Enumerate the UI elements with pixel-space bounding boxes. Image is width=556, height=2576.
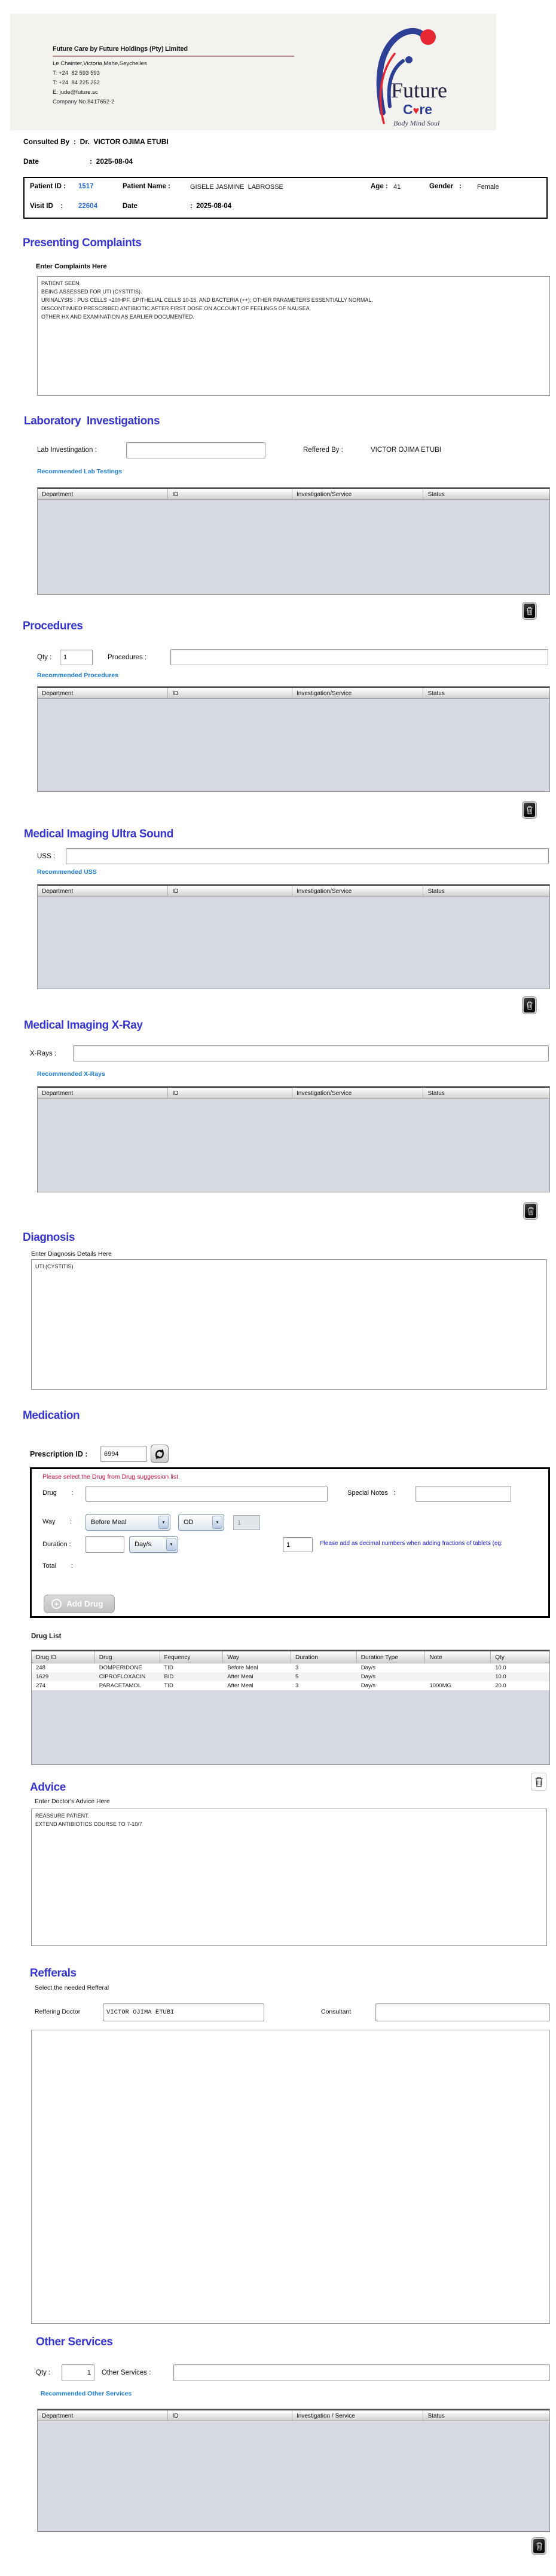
drug-row-note: 1000MG <box>429 1682 451 1689</box>
heart-icon: ♥ <box>413 105 420 117</box>
tablets-input[interactable] <box>283 1537 313 1552</box>
duration-type-select[interactable] <box>129 1536 178 1553</box>
consultant-label: Consultant <box>321 2008 352 2015</box>
trash-icon <box>527 1207 534 1216</box>
visit-id-label: Visit ID : <box>30 203 63 210</box>
drug-row-note <box>425 1672 491 1681</box>
special-notes-input[interactable] <box>416 1486 511 1502</box>
procedures-col-investigation: Investigation/Service <box>292 688 423 698</box>
total-label: Total : <box>42 1562 73 1570</box>
consultant-input[interactable] <box>375 2003 550 2021</box>
procedures-qty-input[interactable] <box>60 650 93 665</box>
lab-col-investigation: Investigation/Service <box>292 489 423 499</box>
recommended-uss-link[interactable]: Recommended USS <box>37 868 97 876</box>
drug-row-duration: 3 <box>295 1665 299 1671</box>
patient-name-value: GISELE JASMINE LABROSSE <box>190 183 283 191</box>
lab-table-header <box>38 488 549 500</box>
section-title-referrals: Refferals <box>30 1967 77 1980</box>
xray-col-id: ID <box>168 1088 292 1098</box>
drug-row-id: 1629 <box>36 1674 49 1680</box>
plus-circle-icon: + <box>51 1599 62 1609</box>
uss-input[interactable] <box>66 848 549 864</box>
section-title-other-services: Other Services <box>36 2336 113 2348</box>
drug-row-duration: 3 <box>295 1682 299 1689</box>
other-col-id: ID <box>168 2410 292 2421</box>
delete-uss-button[interactable] <box>523 997 536 1014</box>
advice-textarea[interactable] <box>31 1809 547 1946</box>
drug-list-table <box>31 1650 550 1765</box>
lab-investigation-input[interactable] <box>126 442 265 458</box>
drug-row-frequency: BID <box>164 1674 174 1680</box>
recommended-xray-link[interactable]: Recommended X-Rays <box>37 1070 105 1078</box>
drug-col-frequency: Fequency <box>160 1651 224 1663</box>
chevron-down-icon: ▼ <box>212 1516 222 1529</box>
xray-input[interactable] <box>73 1045 549 1061</box>
trash-icon <box>526 806 533 815</box>
visit-id-value: 22604 <box>78 203 97 210</box>
drug-col-duration: Duration <box>291 1651 357 1663</box>
lab-referred-label: Reffered By : <box>303 446 343 454</box>
patient-gender-value: Female <box>477 183 499 191</box>
lab-results-table <box>37 487 550 595</box>
drug-col-way: Way <box>223 1651 291 1663</box>
recommended-other-services-link[interactable]: Recommended Other Services <box>41 2390 132 2397</box>
company-name: Future Care by Future Holdings (Pty) Limited <box>53 45 188 53</box>
section-title-uss: Medical Imaging Ultra Sound <box>24 828 173 840</box>
chevron-down-icon: ▼ <box>158 1516 169 1529</box>
delete-other-services-button[interactable] <box>532 2538 546 2554</box>
drug-row-name: PARACETAMOL <box>99 1682 142 1689</box>
section-title-lab: Laboratory Investigations <box>24 415 160 427</box>
uss-col-department: Department <box>38 886 168 896</box>
recommended-procedures-link[interactable]: Recommended Procedures <box>37 672 118 679</box>
diagnosis-label: Enter Diagnosis Details Here <box>31 1250 112 1258</box>
special-notes-label: Special Notes : <box>347 1489 396 1497</box>
drug-row[interactable] <box>32 1672 549 1681</box>
drug-list-title: Drug List <box>31 1633 62 1640</box>
prescription-id-input[interactable] <box>100 1446 147 1462</box>
advice-label: Enter Doctor's Advice Here <box>35 1798 110 1805</box>
drug-col-qty: Qty <box>495 1654 505 1661</box>
visit-date-label: Date <box>123 203 138 210</box>
drug-col-id: Drug ID <box>32 1651 95 1663</box>
diagnosis-textarea[interactable] <box>31 1259 547 1390</box>
trash-icon <box>526 607 533 616</box>
drug-row-duration: 5 <box>295 1674 299 1680</box>
frequency-select-value: OD <box>184 1519 194 1526</box>
lab-field-label: Lab Investingation : <box>37 446 97 454</box>
xray-col-department: Department <box>38 1088 168 1098</box>
procedures-table-header <box>38 687 549 699</box>
xray-field-label: X-Rays : <box>30 1050 57 1057</box>
procedures-table-body-empty <box>38 699 549 791</box>
drug-col-duration-type: Duration Type <box>357 1651 426 1663</box>
drug-row-name: DOMPERIDONE <box>99 1665 142 1671</box>
referring-doctor-label: Reffering Doctor <box>35 2008 81 2015</box>
drug-entry-panel <box>30 1467 550 1618</box>
section-title-medication: Medication <box>23 1409 80 1422</box>
drug-row-qty: 20.0 <box>495 1682 506 1689</box>
patient-gender-label: Gender : <box>429 183 462 190</box>
procedures-qty-label: Qty : <box>37 654 52 661</box>
procedures-field-label: Procedures : <box>108 654 147 661</box>
future-care-logo <box>366 17 476 130</box>
way-select[interactable] <box>85 1514 170 1531</box>
company-number: Company No.8417652-2 <box>53 99 115 105</box>
drug-row-id: 248 <box>36 1665 45 1671</box>
refresh-prescription-button[interactable] <box>151 1445 169 1463</box>
xray-table-header <box>38 1087 549 1099</box>
consulted-by-line: Consulted By : Dr. VICTOR OJIMA ETUBI <box>23 137 169 146</box>
prescription-id-label: Prescription ID : <box>30 1450 88 1458</box>
company-email: E: jude@future.sc <box>53 89 98 96</box>
referrals-subtitle: Select the needed Refferal <box>35 1984 109 1991</box>
drug-row-qty: 10.0 <box>495 1674 506 1680</box>
way-label: Way : <box>42 1518 72 1525</box>
logo-wordmark-future: Future <box>391 78 447 102</box>
patient-summary-box <box>23 177 548 219</box>
xray-col-status: Status <box>427 1090 445 1097</box>
drug-row-frequency: TID <box>164 1665 173 1671</box>
tablets-hint: Please add as decimal numbers when adding fractions of tablets (eg: <box>320 1540 503 1547</box>
visit-date-value: : 2025-08-04 <box>190 203 232 210</box>
other-col-department: Department <box>38 2410 168 2421</box>
drug-col-drug: Drug <box>95 1651 160 1663</box>
recommended-lab-link[interactable]: Recommended Lab Testings <box>37 468 123 475</box>
refresh-icon <box>154 1448 166 1460</box>
way-select-value: Before Meal <box>91 1519 127 1526</box>
complaints-label: Enter Complaints Here <box>36 263 107 270</box>
delete-lab-button[interactable] <box>523 602 536 619</box>
section-title-advice: Advice <box>30 1781 66 1794</box>
section-title-procedures: Procedures <box>23 620 83 632</box>
company-address: Le Chainter,Victoria,Mahe,Seychelles <box>53 60 147 67</box>
other-services-input[interactable] <box>173 2364 550 2381</box>
lab-col-id: ID <box>168 489 292 499</box>
procedures-table <box>37 686 550 792</box>
uss-col-id: ID <box>168 886 292 896</box>
drug-row[interactable] <box>32 1663 549 1672</box>
lab-table-body-empty <box>38 500 549 594</box>
trash-icon <box>526 1001 533 1010</box>
drug-row-way: After Meal <box>227 1674 253 1680</box>
add-drug-button[interactable] <box>44 1595 115 1613</box>
drug-row-way: After Meal <box>227 1682 253 1689</box>
drug-row-frequency: TID <box>164 1682 173 1689</box>
other-table-header <box>38 2409 549 2421</box>
chevron-down-icon: ▼ <box>166 1538 176 1551</box>
referrals-list-box <box>31 2030 550 2324</box>
consult-date-label: Date <box>23 157 39 166</box>
logo-wordmark-care <box>403 102 432 117</box>
dose-disabled-input: 1 <box>233 1515 260 1530</box>
patient-age-label: Age : <box>371 183 388 190</box>
lab-col-department: Department <box>38 489 168 499</box>
logo-care-c: C <box>403 102 413 117</box>
company-underline <box>53 56 294 57</box>
procedures-col-status: Status <box>427 690 445 697</box>
uss-field-label: USS : <box>37 853 56 860</box>
consult-date-value: : 2025-08-04 <box>90 157 133 166</box>
uss-col-status: Status <box>427 888 445 895</box>
other-col-status: Status <box>427 2413 445 2419</box>
section-title-complaints: Presenting Complaints <box>23 237 142 249</box>
company-phone-2: T: +24 84 225 252 <box>53 79 100 86</box>
drug-row-duration-type: Day/s <box>361 1665 376 1671</box>
company-phone-1: T: +24 82 593 593 <box>53 70 100 77</box>
uss-table-body-empty <box>38 897 549 989</box>
patient-name-label: Patient Name : <box>123 183 170 190</box>
xray-table <box>37 1086 550 1192</box>
drug-row-qty: 10.0 <box>495 1665 506 1671</box>
delete-advice-button[interactable] <box>531 1773 546 1791</box>
section-title-diagnosis: Diagnosis <box>23 1231 75 1244</box>
other-services-table <box>37 2409 550 2532</box>
duration-input[interactable] <box>85 1536 124 1553</box>
trash-icon <box>536 2542 543 2551</box>
drug-row-note <box>425 1663 491 1672</box>
drug-row-duration-type: Day/s <box>361 1674 376 1680</box>
drug-row-duration-type: Day/s <box>361 1682 376 1689</box>
uss-table-header <box>38 885 549 897</box>
procedures-col-id: ID <box>168 688 292 698</box>
other-qty-label: Qty : <box>36 2369 51 2376</box>
procedures-col-department: Department <box>38 688 168 698</box>
other-field-label: Other Services : <box>102 2369 151 2376</box>
drug-row-name: CIPROFLOXACIN <box>99 1674 146 1680</box>
complaints-textarea[interactable] <box>37 276 550 396</box>
drug-row-id: 274 <box>36 1682 45 1689</box>
referring-doctor-input[interactable] <box>103 2003 264 2021</box>
delete-procedures-button[interactable] <box>523 801 536 818</box>
patient-id-value: 1517 <box>78 183 94 190</box>
patient-age-value: 41 <box>393 183 401 191</box>
logo-blue-dot <box>405 56 413 63</box>
drug-row[interactable] <box>32 1681 549 1690</box>
other-qty-input[interactable] <box>62 2364 94 2381</box>
procedures-input[interactable] <box>170 649 548 665</box>
other-col-investigation: Investigation / Service <box>292 2410 423 2421</box>
add-drug-label: Add Drug <box>66 1599 103 1608</box>
drug-list-header <box>32 1650 549 1663</box>
section-title-xray: Medical Imaging X-Ray <box>24 1019 143 1032</box>
xray-table-body-empty <box>38 1099 549 1192</box>
drug-input[interactable] <box>85 1486 328 1502</box>
trash-outline-icon <box>534 1776 543 1788</box>
drug-col-note: Note <box>425 1651 491 1663</box>
frequency-select[interactable] <box>178 1514 224 1531</box>
lab-col-status: Status <box>427 491 445 498</box>
duration-type-value: Day/s <box>135 1541 152 1548</box>
patient-id-label: Patient ID : <box>30 183 66 190</box>
drug-label: Drug : <box>42 1489 74 1497</box>
other-table-body-empty <box>38 2421 549 2531</box>
xray-col-investigation: Investigation/Service <box>292 1088 423 1098</box>
uss-col-investigation: Investigation/Service <box>292 886 423 896</box>
duration-label: Duration : <box>42 1541 71 1548</box>
logo-red-dot <box>420 29 436 45</box>
uss-table <box>37 884 550 989</box>
logo-tagline: Body Mind Soul <box>393 119 440 127</box>
logo-care-re: re <box>419 102 433 117</box>
lab-referred-value: VICTOR OJIMA ETUBI <box>371 446 441 454</box>
drug-suggestion-hint: Please select the Drug from Drug suggession list <box>42 1473 179 1480</box>
delete-xray-button[interactable] <box>524 1203 537 1219</box>
drug-row-way: Before Meal <box>227 1665 258 1671</box>
